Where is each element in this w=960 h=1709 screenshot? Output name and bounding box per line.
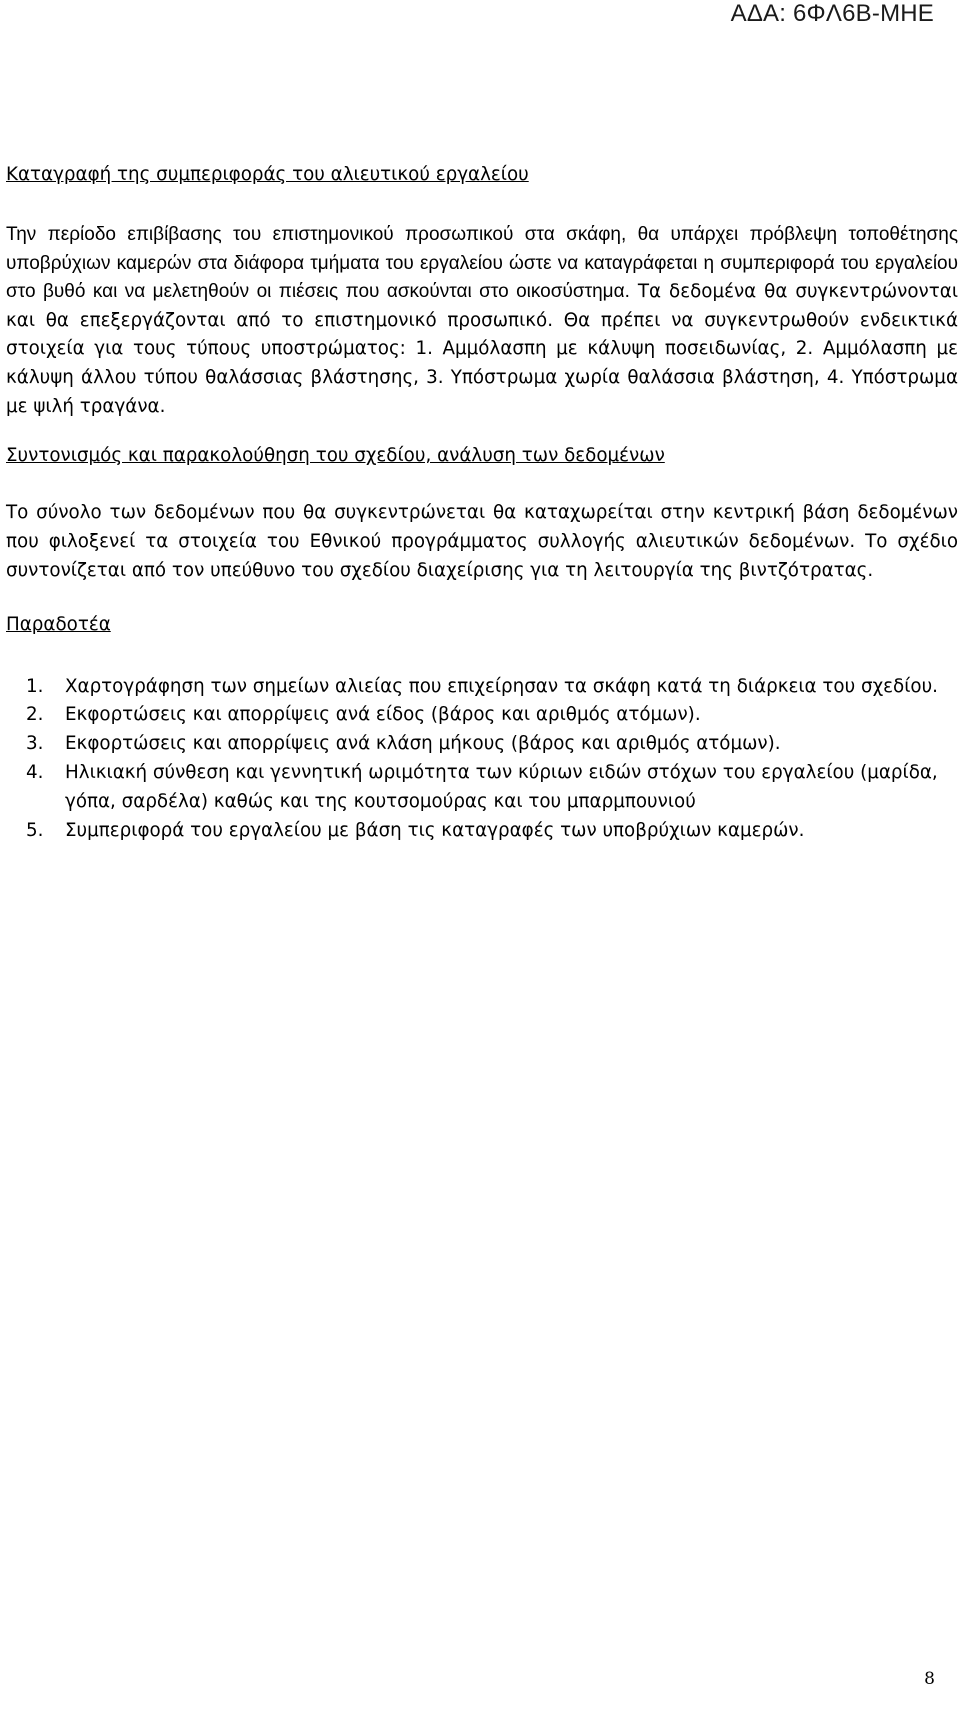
list-item — [6, 673, 958, 702]
list-item-number: 3. — [26, 733, 44, 755]
list-item-text: Εκφορτώσεις και απορρίψεις ανά κλάση μήκους (βάρος και αριθμός ατόμων). — [65, 733, 781, 755]
ada-code: ΑΔΑ: 6ΦΛ6Β-ΜΗΕ — [730, 0, 934, 27]
section-heading-gear-behavior: Καταγραφή της συμπεριφοράς του αλιευτικού εργαλείου — [6, 164, 529, 185]
deliverables-list — [6, 673, 958, 846]
document-body — [6, 162, 958, 845]
paragraph-gear-behavior — [6, 221, 958, 421]
page-number: 8 — [924, 1669, 935, 1689]
section-heading-coordination: Συντονισμός και παρακολούθηση του σχεδίου, ανάλυση των δεδομένων — [6, 445, 665, 467]
paragraph-gear-behavior-part-b: Τα δεδομένα θα συγκεντρώνονται και θα επεξεργάζονται από το επιστημονικό προσωπικό. Θα πρέπει να συγκεντρωθούν ενδεικτικά στοιχεία για τους τύπους υποστρώματος: 1. Αμμόλασπη με κάλυψη ποσειδωνίας, 2. Αμμόλασπη με κάλυψη άλλου τύπου θαλάσσιας βλάστησης, 3. Υπόστρωμα χωρία θαλάσσια βλάστηση, 4. Υπόστρωμα με ψιλή τραγάνα. — [6, 281, 959, 417]
paragraph-gear-behavior-part-a: Την περίοδο επιβίβασης του επιστημονικού προσωπικού στα σκάφη, θα υπάρχει πρόβλεψη τοποθέτησης υποβρύχιων καμερών στα διάφορα τμήματα του εργαλείου ώστε να καταγράφεται η συμπεριφορά του εργαλείου στο βυθό και να μελετηθούν οι πιέσεις που ασκούνται στο οικοσύστημα. — [6, 224, 958, 303]
list-item — [6, 817, 958, 846]
list-item-text: Εκφορτώσεις και απορρίψεις ανά είδος (βάρος και αριθμός ατόμων). — [65, 704, 701, 726]
list-item-text: Ηλικιακή σύνθεση και γεννητική ωριμότητα των κύριων ειδών στόχων του εργαλείου (μαρίδα, γόπα, σαρδέλα) καθώς και της κουτσομούρας και του μπαρμπουνιού — [65, 761, 938, 812]
list-item-number: 5. — [26, 819, 44, 841]
list-item-text: Συμπεριφορά του εργαλείου με βάση τις καταγραφές των υποβρύχιων καμερών. — [65, 819, 805, 841]
list-item — [6, 730, 958, 759]
section-heading-deliverables: Παραδοτέα — [6, 613, 111, 635]
list-item-number: 4. — [26, 761, 44, 783]
list-item — [6, 701, 958, 730]
list-item — [6, 759, 958, 817]
list-item-number: 1. — [26, 675, 44, 697]
list-item-text: Χαρτογράφηση των σημείων αλιείας που επιχείρησαν τα σκάφη κατά τη διάρκεια του σχεδίου. — [65, 675, 938, 697]
list-item-number: 2. — [26, 704, 44, 726]
paragraph-coordination: Το σύνολο των δεδομένων που θα συγκεντρώνεται θα καταχωρείται στην κεντρική βάση δεδομένων που φιλοξενεί τα στοιχεία του Εθνικού προγράμματος συλλογής αλιευτικών δεδομένων. Το σχέδιο συντονίζεται από τον υπεύθυνο του σχεδίου διαχείρισης για τη λειτουργία της βιντζότρατας. — [6, 502, 958, 581]
